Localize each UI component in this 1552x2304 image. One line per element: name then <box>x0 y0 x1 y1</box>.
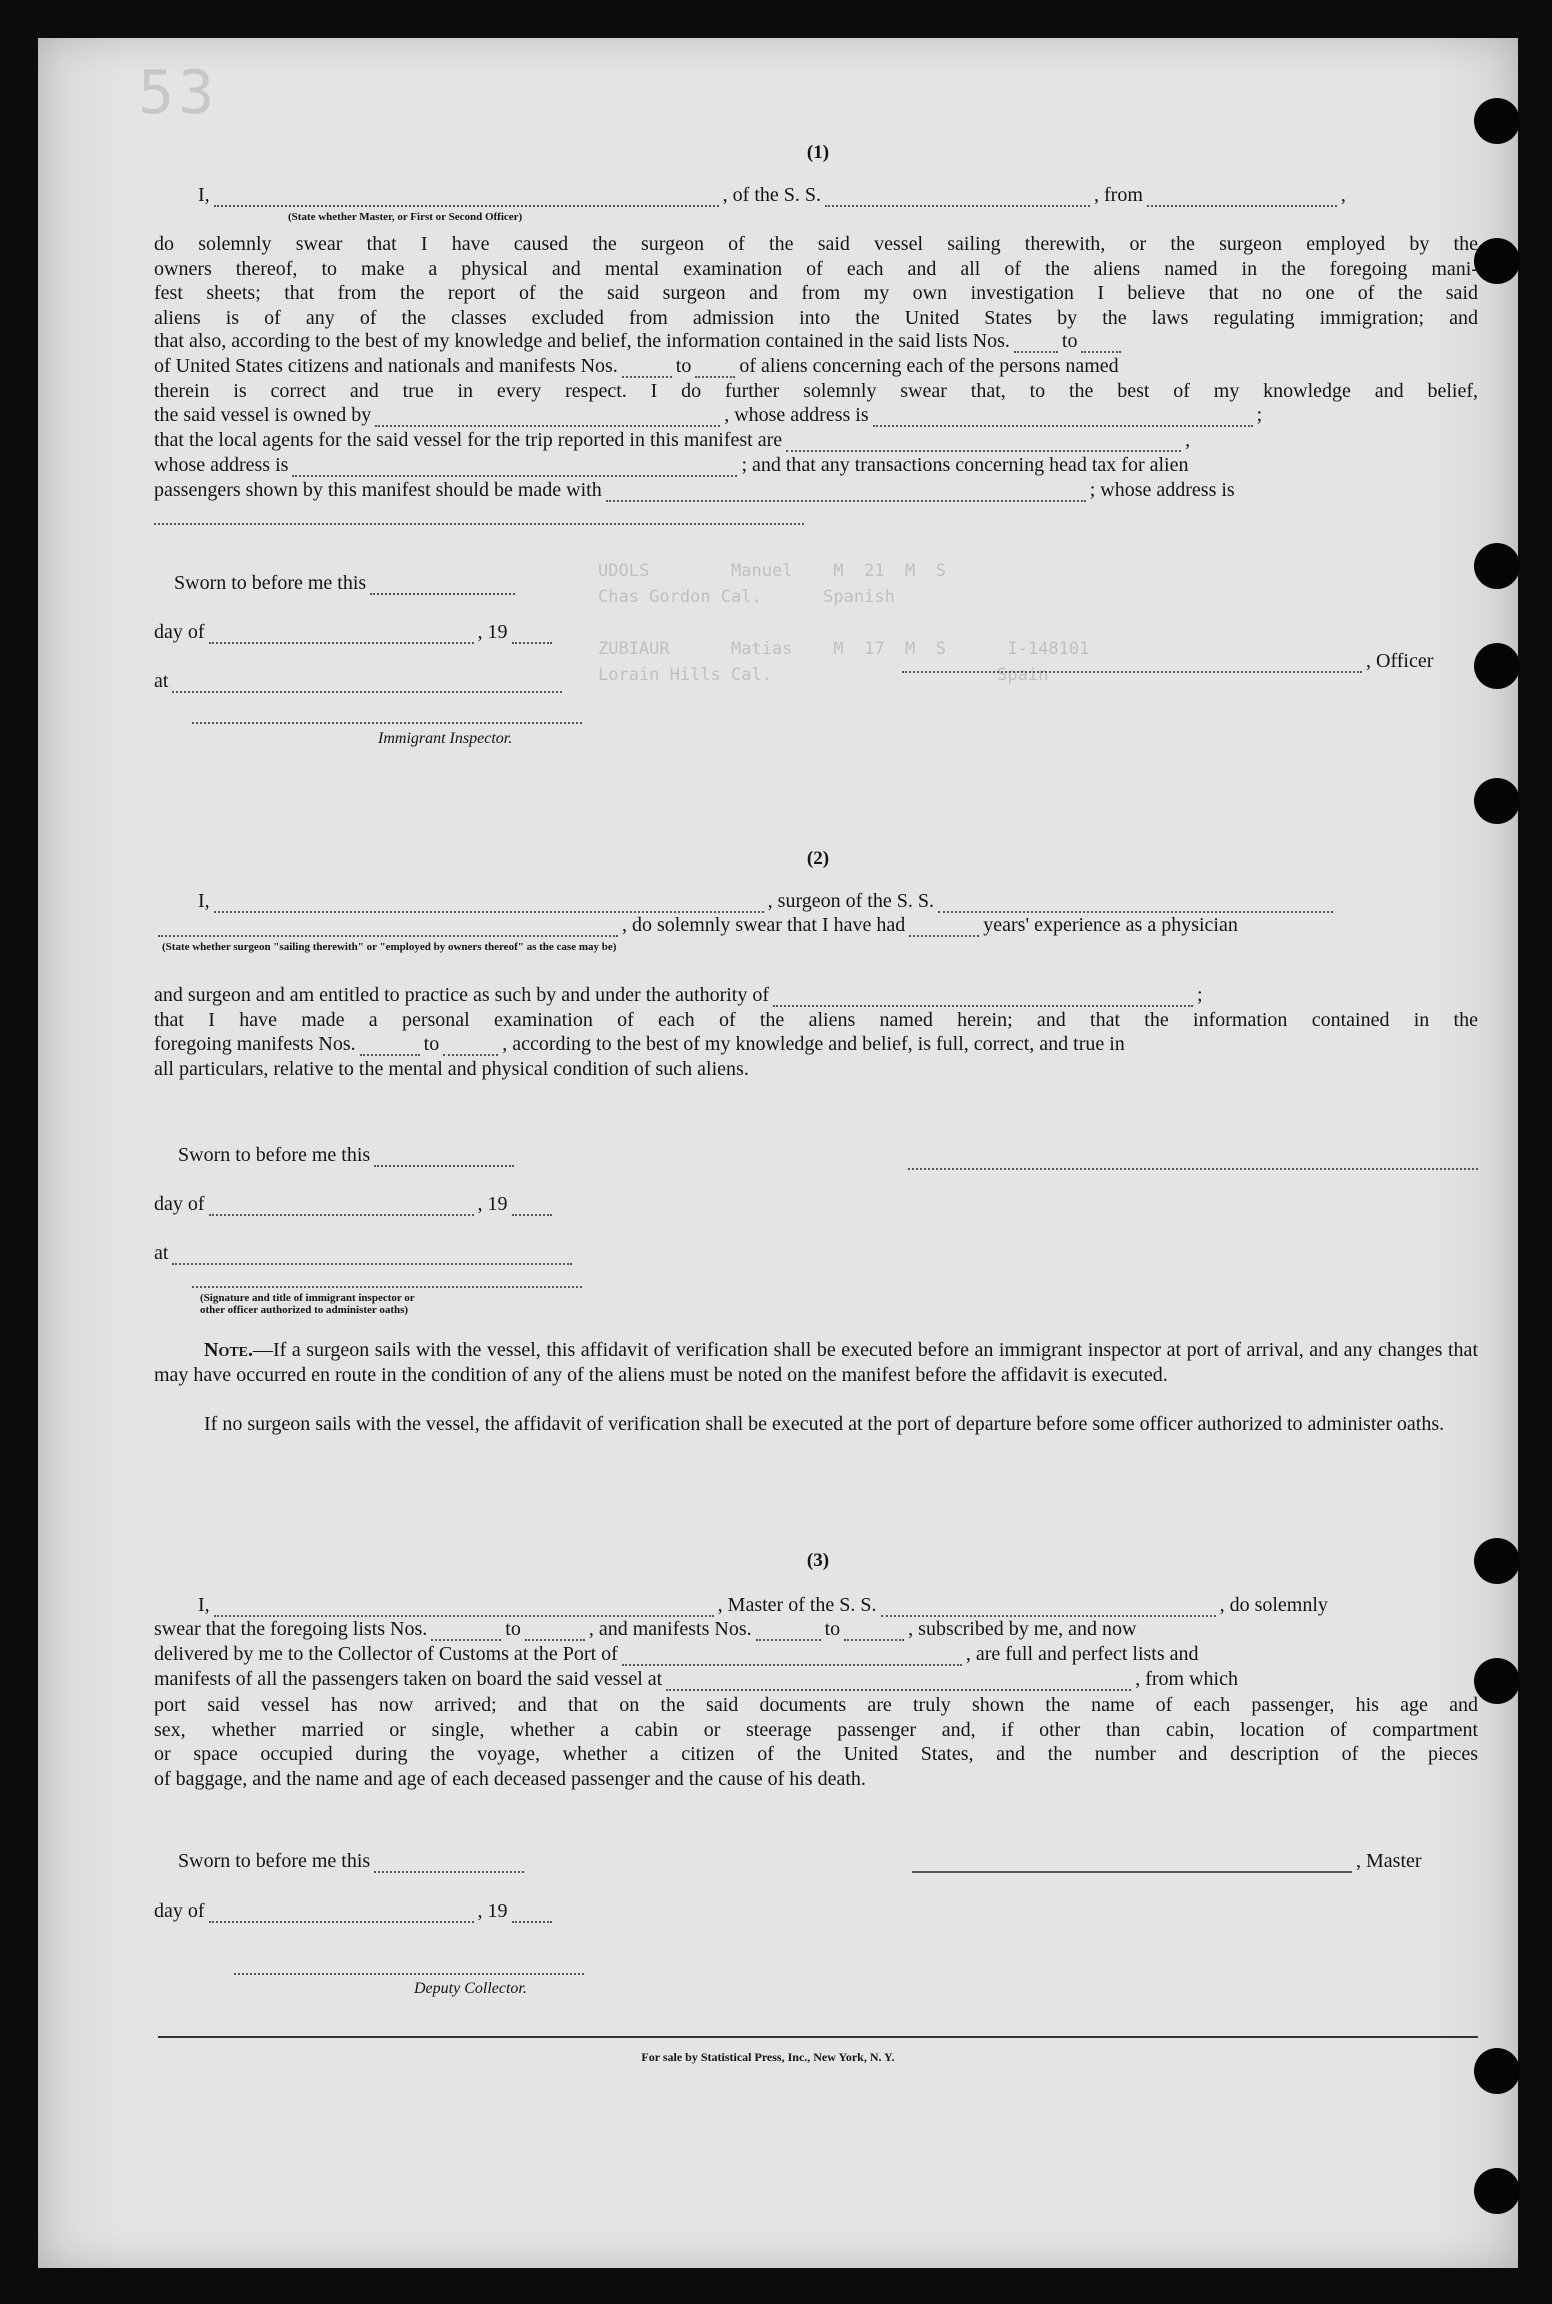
footer-rule <box>158 2036 1478 2038</box>
delivered-label: delivered by me to the Collector of Customs at the Port of <box>154 1643 618 1665</box>
head-tax-party-field[interactable] <box>606 482 1086 502</box>
semicolon: ; <box>1256 404 1263 426</box>
subscribed-label: , subscribed by me, and now <box>908 1618 1137 1640</box>
from-label: , from <box>1094 184 1143 206</box>
to-label: to <box>824 1618 841 1640</box>
year-label: , 19 <box>477 621 508 643</box>
s1-line: the said vessel is owned by <box>154 404 372 426</box>
manifest-page <box>38 38 1518 2268</box>
section-1-paragraph <box>154 232 1478 330</box>
whose-address-label: , whose address is <box>724 404 869 426</box>
punch-hole <box>1474 98 1520 144</box>
s2-line-2 <box>154 914 1238 937</box>
s3-manifest-from-field[interactable] <box>756 1621 821 1641</box>
punch-hole <box>1474 778 1520 824</box>
departure-port-field[interactable] <box>666 1671 1131 1691</box>
owner-field[interactable] <box>375 407 720 427</box>
s3-master-sig <box>908 1850 1422 1873</box>
of-aliens-label: of aliens concerning each of the persons named <box>739 355 1119 377</box>
full-perfect-label: , are full and perfect lists and <box>965 1643 1199 1665</box>
collector-signature-field[interactable] <box>234 1973 584 1975</box>
s1-line: of United States citizens and nationals and manifests Nos. <box>154 355 618 377</box>
s3-paragraph <box>154 1693 1478 1791</box>
s2-sworn-day-field[interactable] <box>374 1147 514 1167</box>
note-body: —If a surgeon sails with the vessel, this affidavit of verification shall be executed before an immigrant inspector at port of arrival, and any changes that may have occurred en route in the condition of any of the aliens must be noted on the manifest before the affidavit is executed. <box>154 1339 1478 1386</box>
s3-line: of baggage, and the name and age of each deceased passenger and the cause of his death. <box>154 1767 866 1790</box>
years-experience-field[interactable] <box>909 917 979 937</box>
authority-label: and surgeon and am entitled to practice as such by and under the authority of <box>154 984 769 1006</box>
line-end-comma: , <box>1340 184 1346 206</box>
master-label: , Master <box>1356 1850 1422 1872</box>
day-of-label: day of <box>154 621 205 643</box>
i-label: I, <box>198 1594 210 1616</box>
authority-field[interactable] <box>773 987 1193 1007</box>
to-label: to <box>1061 330 1078 352</box>
s1-passengers-line <box>154 479 1235 502</box>
s3-line-3 <box>154 1643 1199 1666</box>
day-of-label: day of <box>154 1900 205 1922</box>
surgeon-vessel-field[interactable] <box>938 893 1333 913</box>
s1-line: that the local agents for the said vessel for the trip reported in this manifest are <box>154 429 783 451</box>
sworn-label: Sworn to before me this <box>174 572 367 594</box>
s2-month-field[interactable] <box>209 1196 474 1216</box>
head-tax-address-field[interactable] <box>154 523 804 525</box>
taken-on-board-label: manifests of all the passengers taken on board the said vessel at <box>154 1668 663 1690</box>
s1-line: owners thereof, to make a physical and mental examination of each and all of the aliens named in the foregoing mani- <box>154 257 1478 280</box>
to-label: to <box>423 1033 440 1055</box>
whose-address-label-2: ; whose address is <box>1089 479 1235 501</box>
section-3-number: (3) <box>806 1550 830 1571</box>
s2-inspector-signature-field[interactable] <box>192 1286 582 1288</box>
lists-label: swear that the foregoing lists Nos. <box>154 1618 428 1640</box>
s3-sworn-day-field[interactable] <box>374 1853 524 1873</box>
s2-line: that I have made a personal examination of each of the aliens named herein; and that the information contained in the <box>154 1009 1478 1031</box>
do-solemnly-label: , do solemnly swear that I have had <box>622 914 906 936</box>
s1-owned-line <box>154 404 1262 427</box>
list-no-to-field[interactable] <box>1081 333 1121 353</box>
officer-signature-field[interactable] <box>902 653 1362 673</box>
s2-line-3 <box>154 984 1203 1007</box>
s2-manifest-to-field[interactable] <box>443 1036 498 1056</box>
month-field[interactable] <box>209 624 474 644</box>
surgeon-signature-field[interactable] <box>908 1168 1478 1170</box>
surgeon-name-field[interactable] <box>214 893 764 913</box>
to-label: to <box>505 1618 521 1640</box>
surgeon-of-label: , surgeon of the S. S. <box>767 890 934 912</box>
to-label: to <box>675 355 692 377</box>
s2-sworn <box>178 1144 518 1167</box>
s3-list-from-field[interactable] <box>431 1621 501 1641</box>
sig-note-2: other officer authorized to administer oaths) <box>200 1304 409 1316</box>
s1-correct-line <box>154 379 1478 404</box>
port-field[interactable] <box>622 1646 962 1666</box>
master-of-label: , Master of the S. S. <box>717 1594 877 1616</box>
officer-label: , Officer <box>1366 650 1434 672</box>
s2-manifest-from-field[interactable] <box>360 1036 420 1056</box>
do-solemnly-label: , do solemnly <box>1219 1594 1328 1616</box>
punch-hole <box>1474 1538 1520 1584</box>
s2-day-of <box>154 1193 556 1216</box>
manifests-nos-label: foregoing manifests Nos. <box>154 1033 356 1055</box>
punch-hole <box>1474 2168 1520 2214</box>
s1-line: therein is correct and true in every respect. I do further solemnly swear that, to the best of my knowledge and belief, <box>154 380 1478 402</box>
s3-list-to-field[interactable] <box>525 1621 585 1641</box>
s3-month-field[interactable] <box>209 1903 474 1923</box>
agents-address-field[interactable] <box>292 457 737 477</box>
manifest-no-to-field[interactable] <box>695 358 735 378</box>
manifests-label: , and manifests Nos. <box>588 1618 752 1640</box>
section-2-number: (2) <box>806 848 830 869</box>
s1-lists-line <box>154 330 1125 353</box>
master-signature-field[interactable] <box>912 1853 1352 1873</box>
head-tax-label: ; and that any transactions concerning head tax for alien <box>741 454 1189 476</box>
s2-at-field[interactable] <box>172 1245 572 1265</box>
inspector-signature-field[interactable] <box>192 722 582 724</box>
page-number-stamp: 53 <box>138 58 219 128</box>
officer-name-field[interactable] <box>214 187 719 207</box>
vessel-name-field[interactable] <box>825 187 1090 207</box>
note-heading: Note. <box>204 1339 254 1361</box>
s2-year-field[interactable] <box>512 1196 552 1216</box>
s3-line-4 <box>154 1668 1238 1691</box>
s1-line: fest sheets; that from the report of the said surgeon and from my own investigation I believe that no one of the said <box>154 282 1478 305</box>
s1-line: that also, according to the best of my knowledge and belief, the information contained in the said lists Nos. <box>154 330 1010 352</box>
note-2-body: If no surgeon sails with the vessel, the affidavit of verification shall be executed at the port of departure before some officer authorized to administer oaths. <box>204 1413 1445 1435</box>
inspector-label: Immigrant Inspector. <box>378 730 513 747</box>
s3-year-field[interactable] <box>512 1903 552 1923</box>
s3-line-1 <box>198 1594 1328 1617</box>
punch-hole <box>1474 1658 1520 1704</box>
s2-line-1 <box>198 890 1337 913</box>
collector-label: Deputy Collector. <box>414 1980 527 1997</box>
s1-agents-line <box>154 429 1190 452</box>
s1-line: aliens is of any of the classes excluded from admission into the United States by the laws regulating immigration; and <box>154 306 1478 329</box>
at-label: at <box>154 670 169 692</box>
punch-hole <box>1474 238 1520 284</box>
s3-line: port said vessel has now arrived; and that on the said documents are truly shown the name of each passenger, his age and <box>154 1694 1478 1716</box>
note-paragraph-2 <box>154 1412 1478 1437</box>
surgeon-note: (State whether surgeon "sailing therewith" or "employed by owners thereof" as the case may be) <box>162 941 617 953</box>
officer-note: (State whether Master, or First or Second Officer) <box>288 211 523 223</box>
s1-manifest-line <box>154 355 1119 378</box>
sworn-label: Sworn to before me this <box>178 1144 371 1166</box>
owner-address-field[interactable] <box>873 407 1253 427</box>
s1-officer-sig <box>898 650 1433 673</box>
s3-line: sex, whether married or single, whether a cabin or steerage passenger and, if other than cabin, location of compartment <box>154 1718 1478 1741</box>
year-label: , 19 <box>477 1900 508 1922</box>
section-1-number: (1) <box>806 142 830 163</box>
year-label: , 19 <box>477 1193 508 1215</box>
from-port-field[interactable] <box>1147 187 1337 207</box>
comma: , <box>1185 429 1191 451</box>
sworn-label: Sworn to before me this <box>178 1850 371 1872</box>
s3-manifest-to-field[interactable] <box>844 1621 904 1641</box>
at-place-field[interactable] <box>172 673 562 693</box>
particulars-label: all particulars, relative to the mental and physical condition of such aliens. <box>154 1058 749 1080</box>
day-of-label: day of <box>154 1193 205 1215</box>
i-label: I, <box>198 890 210 912</box>
s1-at <box>154 670 566 693</box>
s1-line: do solemnly swear that I have caused the surgeon of the said vessel sailing therewith, or the surgeon employed by the <box>154 233 1478 255</box>
footer-text: For sale by Statistical Press, Inc., New York, N. Y. <box>641 2050 895 2064</box>
sworn-day-field[interactable] <box>370 575 515 595</box>
s1-address-line <box>154 454 1189 477</box>
s1-day-of <box>154 621 556 644</box>
surgeon-status-field[interactable] <box>158 917 618 937</box>
of-ss-label: , of the S. S. <box>722 184 822 206</box>
semicolon: ; <box>1197 984 1203 1006</box>
sig-note-1: (Signature and title of immigrant inspector or <box>200 1292 415 1304</box>
punch-hole <box>1474 643 1520 689</box>
s1-line: passengers shown by this manifest should be made with <box>154 479 602 501</box>
punch-hole <box>1474 2048 1520 2094</box>
s3-line-2 <box>154 1618 1136 1641</box>
according-label: , according to the best of my knowledge and belief, is full, correct, and true in <box>502 1033 1125 1055</box>
note-paragraph <box>154 1338 1478 1387</box>
master-name-field[interactable] <box>214 1597 714 1617</box>
s2-line-4 <box>154 1008 1478 1033</box>
s1-line: whose address is <box>154 454 289 476</box>
section-1-line-1 <box>198 184 1346 207</box>
s3-day-of <box>154 1900 556 1923</box>
s2-at <box>154 1242 576 1265</box>
s3-line: or space occupied during the voyage, whether a citizen of the United States, and the number and description of the pieces <box>154 1743 1478 1766</box>
year-field[interactable] <box>512 624 552 644</box>
manifest-no-from-field[interactable] <box>622 358 672 378</box>
bleed-through-text: UDOLS Manuel M 21 M S Chas Gordon Cal. Spanish ZUBIAUR Matias M 17 M S I-148101 Lorain Hills Cal. Spain <box>598 561 1090 685</box>
s3-vessel-field[interactable] <box>881 1597 1216 1617</box>
from-which-label: , from which <box>1135 1668 1238 1690</box>
s2-line-5 <box>154 1033 1125 1056</box>
s2-line-6 <box>154 1058 749 1081</box>
punch-hole <box>1474 543 1520 589</box>
agents-field[interactable] <box>786 432 1181 452</box>
s3-sworn <box>178 1850 528 1873</box>
at-label: at <box>154 1242 169 1264</box>
years-label: years' experience as a physician <box>983 914 1238 936</box>
i-label: I, <box>198 184 210 206</box>
s1-sworn <box>174 572 519 595</box>
list-no-from-field[interactable] <box>1014 333 1058 353</box>
